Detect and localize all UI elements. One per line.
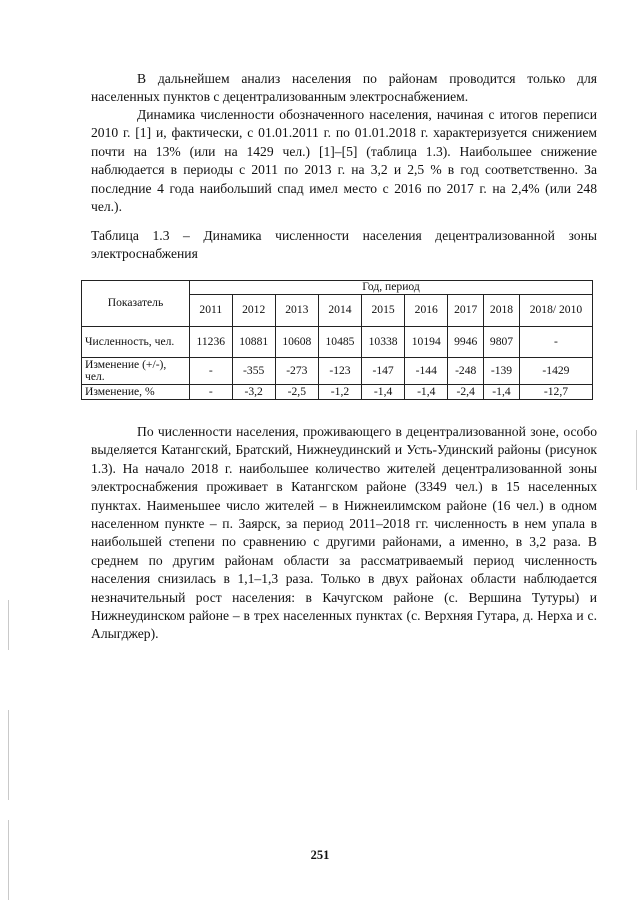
- table-header-indicator: Показатель: [82, 281, 190, 327]
- table-cell: -1,4: [405, 385, 448, 400]
- table-header-group: Год, период: [190, 281, 593, 295]
- table-header-year: 2013: [275, 295, 318, 327]
- page-number: 251: [310, 848, 330, 862]
- table-cell: 10194: [405, 327, 448, 358]
- table-cell: -1,2: [318, 385, 361, 400]
- paragraph-intro: В дальнейшем анализ населения по районам проводится только для населенных пунктов с децентрализованным электроснабжением.: [91, 71, 597, 105]
- table-cell: -147: [362, 358, 405, 385]
- table-header-year: 2016: [405, 295, 448, 327]
- table-cell: 9807: [484, 327, 520, 358]
- table-cell: 10881: [232, 327, 275, 358]
- table-row: [82, 327, 593, 358]
- scan-edge-right: [636, 430, 637, 490]
- table-row-label: Изменение (+/-), чел.: [82, 358, 190, 385]
- table-cell: -123: [318, 358, 361, 385]
- table-row: [82, 358, 593, 385]
- table-cell: -1429: [519, 358, 592, 385]
- table-cell: -139: [484, 358, 520, 385]
- table-header-year: 2011: [190, 295, 233, 327]
- table-cell: -12,7: [519, 385, 592, 400]
- table-cell: -273: [275, 358, 318, 385]
- table-cell: -1,4: [362, 385, 405, 400]
- table-cell: 10338: [362, 327, 405, 358]
- table-caption: Таблица 1.3 – Динамика численности населения децентрализованной зоны электроснабжения: [91, 228, 597, 262]
- table-cell: -2,4: [448, 385, 484, 400]
- table-cell: -: [519, 327, 592, 358]
- table-cell: -248: [448, 358, 484, 385]
- table-header-year: 2014: [318, 295, 361, 327]
- table-cell: 10485: [318, 327, 361, 358]
- table-header-period: 2018/ 2010: [519, 295, 592, 327]
- table-header-year: 2018: [484, 295, 520, 327]
- table-row-label: Изменение, %: [82, 385, 190, 400]
- table-cell: -: [190, 358, 233, 385]
- table-cell: -: [190, 385, 233, 400]
- table-cell: -144: [405, 358, 448, 385]
- table-cell: -3,2: [232, 385, 275, 400]
- table-row: [82, 385, 593, 400]
- table-header-year: 2017: [448, 295, 484, 327]
- table-cell: -355: [232, 358, 275, 385]
- table-cell: 11236: [190, 327, 233, 358]
- paragraph-dynamics: Динамика численности обозначенного населения, начиная с итогов переписи 2010 г. [1] и, фактически, с 01.01.2011 г. по 01.01.2018 г. характеризуется снижением почти на 13% (или на 1429 чел.) [1]–[5] (таблица 1.3). Наибольшее снижение наблюдается в периоды с 2011 по 2013 г. на 3,2 и 2,5 % в год соответственно. За последние 4 года наибольший спад имел место с 2016 по 2017 г. на 2,4% (или 248 чел.).: [91, 107, 597, 215]
- population-table: [81, 280, 593, 400]
- scan-edge-left: [8, 0, 9, 905]
- table-row-label: Численность, чел.: [82, 327, 190, 358]
- table-cell: -1,4: [484, 385, 520, 400]
- paragraph-districts: По численности населения, проживающего в децентрализованной зоне, особо выделяется Катангский, Братский, Нижнеудинский и Усть-Удинский районы (рисунок 1.3). На начало 2018 г. наибольшее количество жителей децентрализованной зоны электроснабжения проживает в Катангском районе (3349 чел.) в 15 населенных пунктах. Наименьшее число жителей – в Нижнеилимском районе (16 чел.) в одном населенном пункте – п. Заярск, за период 2011–2018 гг. численность в нем упала в наибольшей степени по сравнению с другими районами, а именно, в 3,2 раза. В среднем по другим районам области за рассматриваемый период численность населения снизилась в 1,1–1,3 раза. Только в двух районах области наблюдается незначительный рост населения: в Качугском районе (с. Вершина Тутуры) и Нижнеудинском районе – в трех населенных пунктах (с. Верхняя Гутара, д. Нерха и с. Алыгджер).: [91, 424, 597, 642]
- table-cell: 9946: [448, 327, 484, 358]
- table-header-year: 2015: [362, 295, 405, 327]
- table-header-year: 2012: [232, 295, 275, 327]
- table-cell: -2,5: [275, 385, 318, 400]
- table-cell: 10608: [275, 327, 318, 358]
